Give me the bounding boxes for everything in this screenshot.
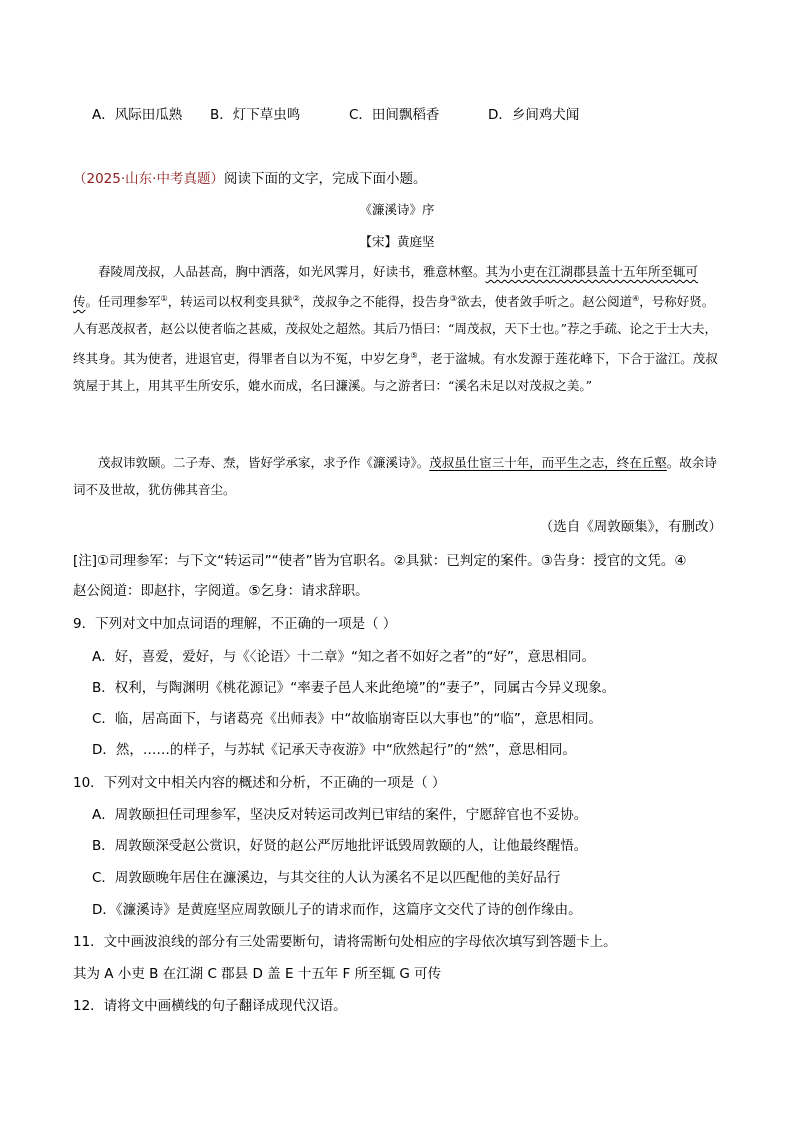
note-marker-4: ④ (632, 294, 640, 303)
wavy-sentence: 其为小吏在江湖郡县盖十五年所至辄可传 (73, 264, 699, 310)
passage-author: 【宋】黄庭坚 (359, 234, 435, 249)
underlined-sentence: 茂叔虽仕宦三十年，而平生之志，终在丘壑 (429, 455, 667, 470)
notes-line-1: [注]①司理参军：与下文“转运司”“使者”皆为官职名。②具狱：已判定的案件。③告身：授官的文凭。④ (73, 553, 687, 569)
p1-text: ，茂叔争之不能得，投告身 (299, 294, 450, 310)
q10-option-a: A．周敦颐担任司理参军，坚决反对转运司改判已审结的案件，宁愿辞官也不妥协。 (92, 807, 588, 823)
p1-text: ，号称好贤。人有恶茂叔者，赵公以使者临之甚威，茂叔处之超然。其后乃悟曰：“周茂叔，天下士也。”荐之手疏、论之于士大夫，终其身。其为使者，进退官吏，得罪者自以为不冤，中岁乞身 (73, 294, 718, 367)
note-marker-2: ② (292, 294, 300, 303)
q9-stem: 9．下列对文中加点词语的理解，不正确的一项是（ ） (73, 616, 397, 632)
passage-paragraph-2 (73, 449, 723, 503)
passage-paragraph-1 (73, 258, 723, 399)
q10-option-d: D．《濂溪诗》是黄庭坚应周敦颐儿子的请求而作，这篇序文交代了诗的创作缘由。 (92, 902, 582, 918)
note-marker-1: ① (160, 294, 168, 303)
p2-text: 。故余诗词不及世故，犹仿佛其音尘。 (73, 455, 717, 497)
p1-text: ，转运司以权利变具狱 (167, 294, 293, 310)
source-line (73, 167, 426, 187)
q11-stem: 11．文中画波浪线的部分有三处需要断句，请将需断句处相应的字母依次填写到答题卡上。 (73, 934, 617, 950)
p1-text: 舂陵周茂叔，人品甚高，胸中洒落，如光风霁月，好读书，雅意林壑。 (98, 264, 486, 279)
citation: （选自《周敦颐集》，有删改） (539, 519, 722, 535)
q9-option-d: D．然，……的样子，与苏轼《记承天寺夜游》中“欣然起行”的“然”，意思相同。 (92, 742, 576, 758)
source-tag: （2025·山东·中考真题） (73, 171, 224, 187)
passage-title: 《濂溪诗》序 (359, 202, 435, 217)
option-c: C．田间飘稻香 (349, 107, 440, 123)
p2-text: 茂叔讳敦颐。二子寿、焘，皆好学承家，求予作《濂溪诗》。 (98, 455, 430, 470)
q10-option-c: C．周敦颐晚年居住在濂溪边，与其交往的人认为溪名不足以匹配他的美好品行 (92, 870, 561, 886)
p1-text: 。任司理参军 (85, 294, 161, 310)
source-instruction: 阅读下面的文字，完成下面小题。 (223, 171, 427, 187)
option-b: B．灯下草虫鸣 (210, 107, 301, 123)
note-marker-5: ⑤ (410, 351, 418, 361)
q12-stem: 12．请将文中画横线的句子翻译成现代汉语。 (73, 998, 347, 1014)
option-d: D．乡间鸡犬闻 (488, 107, 580, 123)
q9-option-a: A．好，喜爱，爱好，与《〈论语〉十二章》“知之者不如好之者”的“好”，意思相同。 (92, 649, 595, 665)
q9-option-b: B．权利，与陶渊明《桃花源记》“率妻子邑人来此绝境”的“妻子”，同属古今异义现象。 (92, 680, 616, 696)
note-marker-3: ③ (449, 294, 458, 303)
q11-sentence: 其为 A 小吏 B 在江湖 C 郡县 D 盖 E 十五年 F 所至辄 G 可传 (73, 966, 442, 982)
p1-text: ，老于湓城。有水发源于莲花峰下，下合于湓江。茂叔筑屋于其上，用其平生所安乐，媲水而成，名曰濂溪。与之游者曰：“溪名未足以对茂叔之美。” (73, 351, 718, 394)
q10-stem: 10．下列对文中相关内容的概述和分析，不正确的一项是（ ） (73, 775, 446, 791)
p1-text: 欲去，使者敛手听之。赵公阅道 (457, 294, 633, 310)
q10-option-b: B．周敦颐深受赵公赏识，好贤的赵公严厉地批评诋毁周敦颐的人，让他最终醒悟。 (92, 838, 588, 854)
q9-option-c: C．临，居高面下，与诸葛亮《出师表》中“故临崩寄臣以大事也”的“临”，意思相同。 (92, 711, 602, 727)
option-a: A．风际田瓜熟 (92, 107, 183, 123)
notes-line-2: 赵公阅道：即赵抃，字阅道。⑤乞身：请求辞职。 (73, 583, 369, 599)
